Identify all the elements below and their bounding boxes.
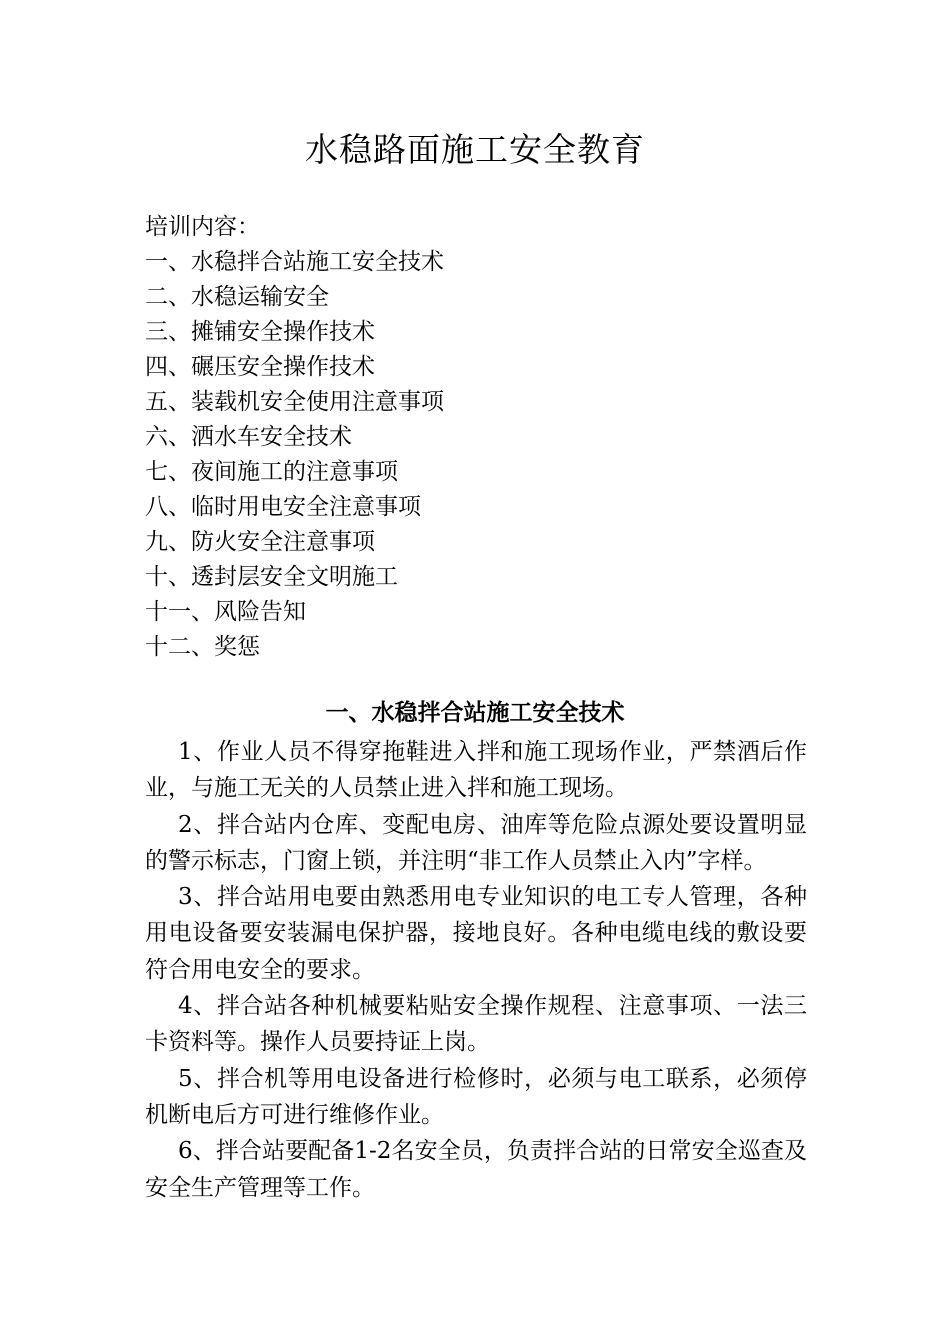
body-paragraph: 3、拌合站用电要由熟悉用电专业知识的电工专人管理，各种用电设备要安装漏电保护器，接地良好。各种电缆电线的敷设要符合用电安全的要求。	[145, 884, 807, 983]
toc-item: 四、碾压安全操作技术	[145, 354, 375, 380]
toc-item: 七、夜间施工的注意事项	[145, 459, 398, 485]
toc-heading: 培训内容：	[145, 214, 260, 240]
toc-item: 六、洒水车安全技术	[145, 424, 352, 450]
body-paragraph: 4、拌合站各种机械要粘贴安全操作规程、注意事项、一法三卡资料等。操作人员要持证上岗。	[145, 993, 807, 1056]
toc-item: 十二、奖惩	[145, 634, 260, 660]
toc-item: 八、临时用电安全注意事项	[145, 494, 421, 520]
body-paragraph: 6、拌合站要配备1-2名安全员，负责拌合站的日常安全巡查及安全生产管理等工作。	[145, 1138, 807, 1201]
toc-item: 十一、风险告知	[145, 599, 306, 625]
document-title: 水稳路面施工安全教育	[305, 130, 645, 169]
toc-item: 三、摊铺安全操作技术	[145, 319, 375, 345]
section-body	[145, 734, 807, 1206]
toc-item: 一、水稳拌合站施工安全技术	[145, 249, 444, 275]
section-heading: 一、水稳拌合站施工安全技术	[325, 699, 625, 726]
toc-item: 十、透封层安全文明施工	[145, 564, 398, 590]
toc-item: 九、防火安全注意事项	[145, 529, 375, 555]
toc-item: 五、装载机安全使用注意事项	[145, 389, 444, 415]
body-paragraph: 1、作业人员不得穿拖鞋进入拌和施工现场作业，严禁酒后作业，与施工无关的人员禁止进入拌和施工现场。	[145, 739, 807, 802]
body-paragraph: 5、拌合机等用电设备进行检修时，必须与电工联系，必须停机断电后方可进行维修作业。	[145, 1065, 807, 1128]
training-contents	[145, 210, 825, 665]
toc-item: 二、水稳运输安全	[145, 284, 329, 310]
body-paragraph: 2、拌合站内仓库、变配电房、油库等危险点源处要设置明显的警示标志，门窗上锁，并注明“非工作人员禁止入内”字样。	[145, 811, 807, 874]
